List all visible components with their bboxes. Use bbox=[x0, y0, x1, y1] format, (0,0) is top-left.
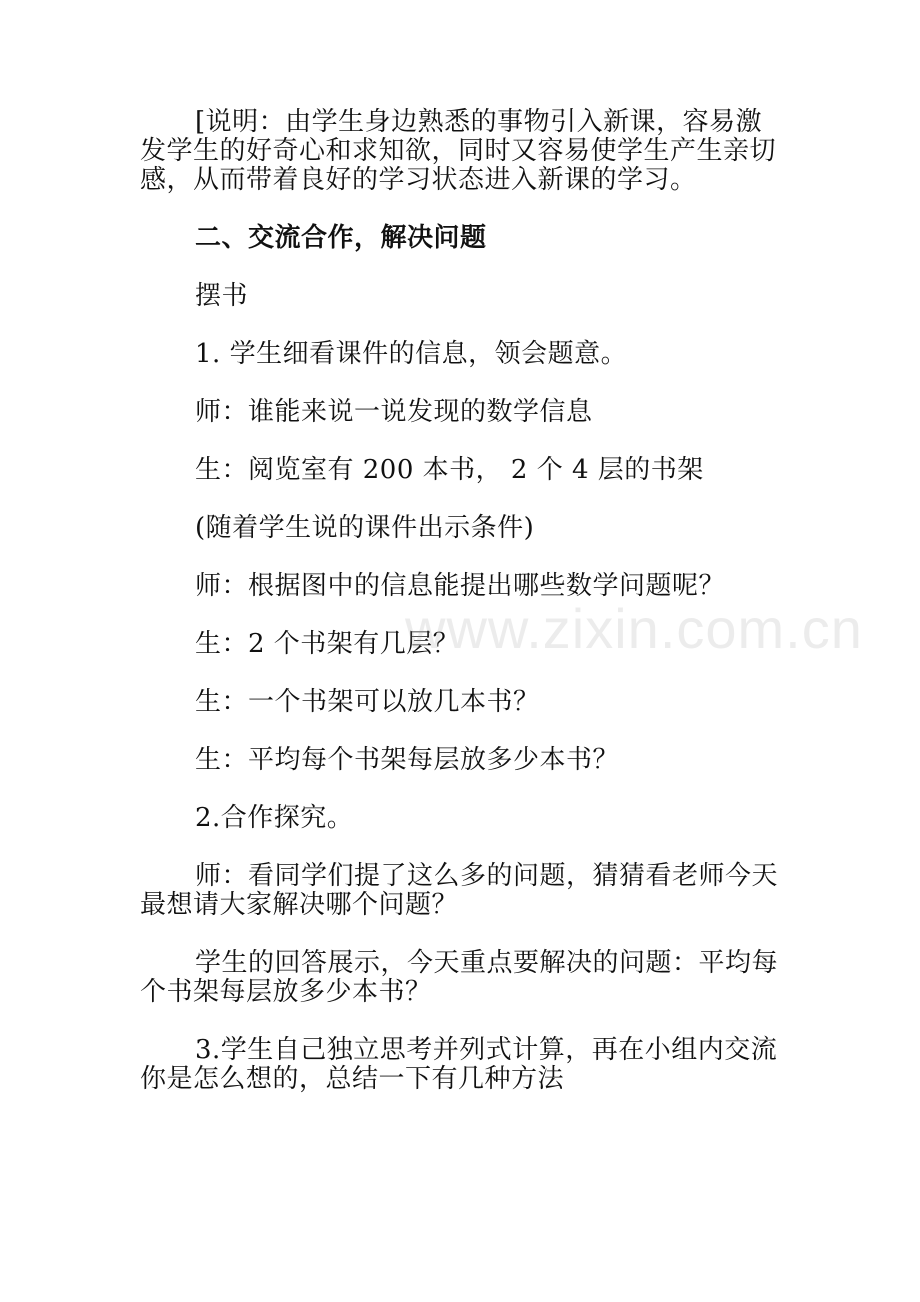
note-paragraph: [说明：由学生身边熟悉的事物引入新课，容易激发学生的好奇心和求知欲，同时又容易使学生产生亲切感，从而带着良好的学习状态进入新课的学习。 bbox=[140, 107, 777, 195]
teacher-question-3: 师：看同学们提了这么多的问题，猜猜看老师今天最想请大家解决哪个问题？ bbox=[140, 861, 779, 920]
topic-paragraph: 摆书 bbox=[195, 281, 249, 311]
student-answer-5: 学生的回答展示，今天重点要解决的问题：平均每个书架每层放多少本书？ bbox=[140, 948, 779, 1007]
section-heading: 二、交流合作，解决问题 bbox=[195, 223, 487, 253]
student-answer-1: 生：阅览室有 200 本书， 2 个 4 层的书架 bbox=[195, 455, 704, 485]
student-answer-3: 生：一个书架可以放几本书？ bbox=[195, 687, 540, 717]
document-body bbox=[140, 108, 785, 1123]
student-answer-4: 生：平均每个书架每层放多少本书？ bbox=[195, 745, 620, 775]
courseware-note: (随着学生说的课件出示条件) bbox=[195, 513, 535, 543]
teacher-question-1: 师：谁能来说一说发现的数学信息 bbox=[195, 397, 593, 427]
teacher-question-2: 师：根据图中的信息能提出哪些数学问题呢？ bbox=[195, 571, 726, 601]
watermark: www.zixin.com.cn bbox=[405, 597, 863, 660]
step-3-paragraph: 3.学生自己独立思考并列式计算，再在小组内交流你是怎么想的，总结一下有几种方法 bbox=[140, 1035, 778, 1094]
step-1-paragraph: 1. 学生细看课件的信息，领会题意。 bbox=[195, 339, 628, 369]
step-2-paragraph: 2.合作探究。 bbox=[195, 803, 354, 833]
student-answer-2: 生：2 个书架有几层？ bbox=[195, 629, 460, 659]
